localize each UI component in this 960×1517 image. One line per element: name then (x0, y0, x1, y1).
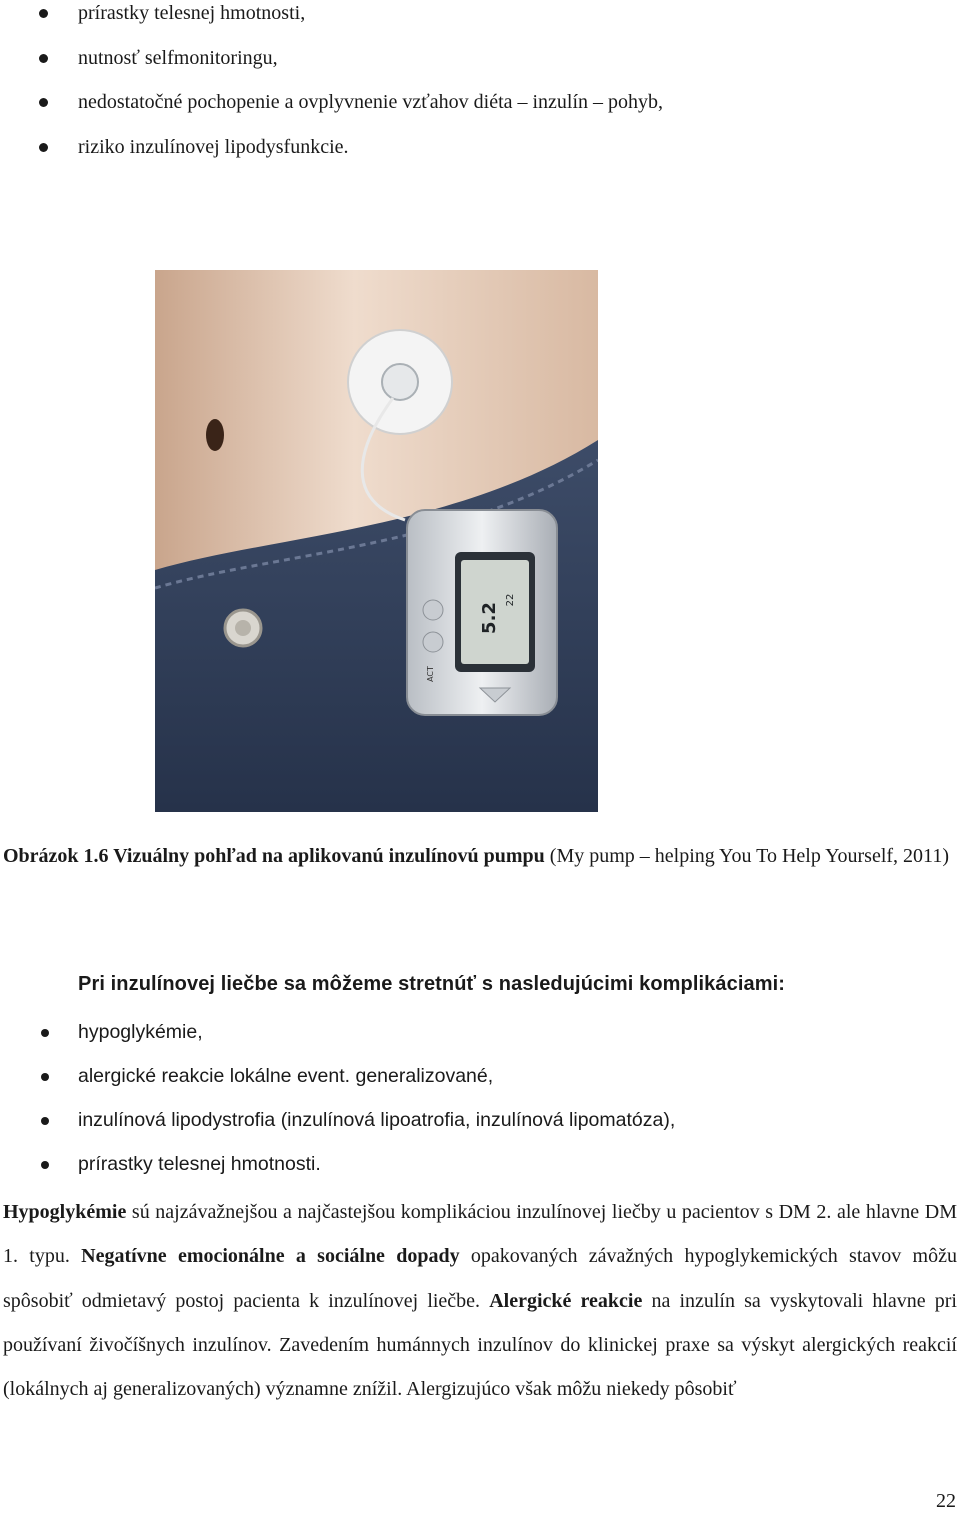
insulin-pump-photo (155, 270, 598, 812)
page-number: 22 (936, 1490, 956, 1512)
list-item: prírastky telesnej hmotnosti. (0, 1151, 960, 1195)
pump-screen-value: 5.2 (479, 602, 500, 634)
pump-button (423, 600, 443, 620)
list-item: nedostatočné pochopenie a ovplyvnenie vzťahov diéta – inzulín – pohyb, (0, 89, 960, 134)
bullet-icon (41, 1029, 49, 1037)
term-negative-dopady: Negatívne emocionálne a sociálne dopady (81, 1245, 460, 1268)
bullet-icon (39, 54, 48, 63)
list-item: alergické reakcie lokálne event. generalizované, (0, 1063, 960, 1107)
caption-source: (My pump – helping You To Help Yourself, 2011) (544, 845, 949, 867)
figure-caption (3, 840, 953, 873)
pump-act-label: ACT (426, 666, 435, 682)
list-item: riziko inzulínovej lipodysfunkcie. (0, 134, 960, 179)
bullet-icon (41, 1117, 49, 1125)
list-item: inzulínová lipodystrofia (inzulínová lipoatrofia, inzulínová lipomatóza), (0, 1107, 960, 1151)
bullet-icon (41, 1073, 49, 1081)
list-item: prírastky telesnej hmotnosti, (0, 0, 960, 45)
list-item: hypoglykémie, (0, 1019, 960, 1063)
body-paragraph: Hypoglykémie sú najzávažnejšou a najčastejšou komplikáciou inzulínovej liečby u pacientov s DM 2. ale hlavne DM 1. typu. Negatívne emocionálne a sociálne dopady opakovaných závažných hypoglykemických stavov môžu spôsobiť odmietavý postoj pacienta k inzulínovej liečbe. Alergické reakcie na inzulín sa vyskytovali hlavne pri používaní živočíšnych inzulínov. Zavedením humánnych inzulínov do klinickej praxe sa výskyt alergických reakcií (lokálnych aj generalizovaných) významne znížil. Alergizujúco však môžu niekedy pôsobiť (3, 1201, 957, 1401)
top-bullet-list (0, 0, 960, 178)
section-subheading: Pri inzulínovej liečbe sa môžeme stretnúť s nasledujúcimi komplikáciami: (78, 973, 786, 995)
bullet-icon (39, 98, 48, 107)
pump-screen-secondary: 22 (505, 593, 516, 607)
pump-illustration (155, 270, 598, 812)
complications-list (0, 1019, 960, 1195)
pump-button (423, 632, 443, 652)
list-item: nutnosť selfmonitoringu, (0, 45, 960, 90)
bullet-icon (41, 1161, 49, 1169)
term-alergicke-reakcie: Alergické reakcie (489, 1289, 643, 1312)
term-hypoglykemie: Hypoglykémie (3, 1201, 127, 1223)
bullet-icon (39, 143, 48, 152)
navel (206, 419, 224, 451)
caption-label: Obrázok 1.6 Vizuálny pohľad na aplikovanú inzulínovú pumpu (3, 845, 545, 867)
bullet-icon (39, 9, 48, 18)
